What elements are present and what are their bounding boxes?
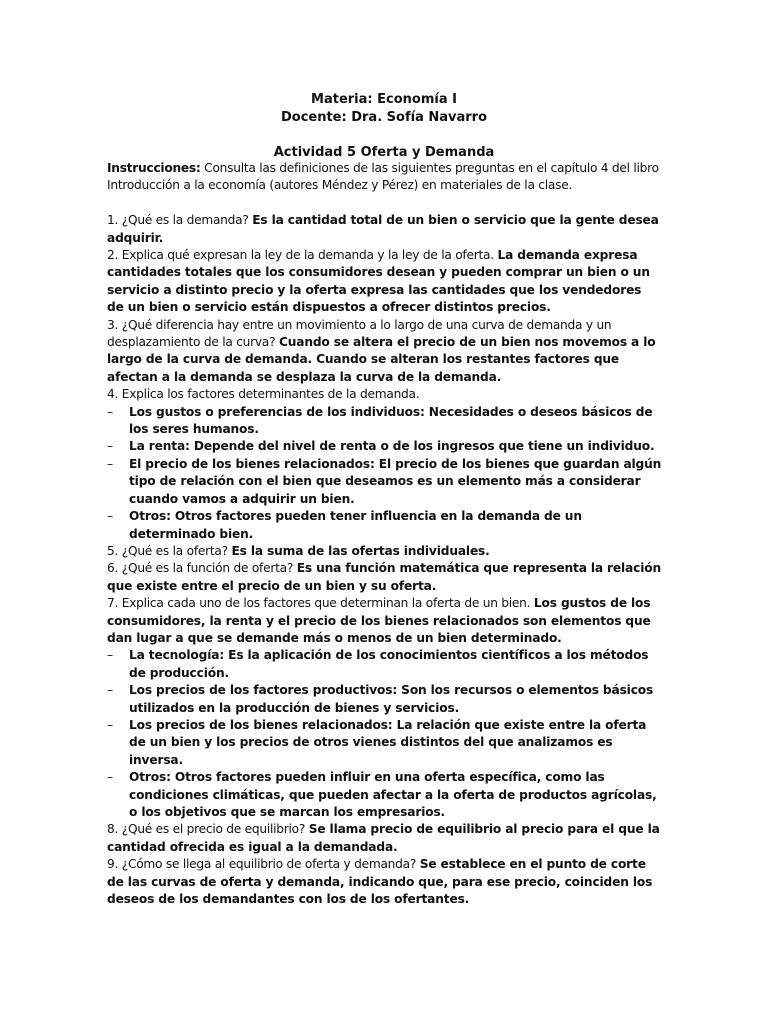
supply-factors-list	[107, 647, 662, 821]
answer-3: Cuando se altera el precio de un bien nos movemos a lo largo de la curva de demanda. Cuando se alteran los restantes factores que afectan a la demanda se desplaza la curva de la demanda.	[107, 335, 656, 384]
question-3	[107, 317, 662, 387]
dash-bullet: –	[107, 770, 113, 785]
answer-8: Se llama precio de equilibrio al precio para el que la cantidad ofrecida es igual a la demandada.	[107, 822, 660, 854]
question-8-text: 8. ¿Qué es el precio de equilibrio?	[107, 822, 309, 837]
question-7	[107, 595, 662, 647]
question-5	[107, 543, 662, 560]
dash-bullet: –	[107, 439, 113, 454]
question-9-text: 9. ¿Cómo se llega al equilibrio de oferta y demanda?	[107, 857, 420, 872]
dash-bullet: –	[107, 456, 113, 471]
dash-bullet: –	[107, 683, 113, 698]
question-6	[107, 560, 662, 595]
list-item: – Los precios de los bienes relacionados: La relación que existe entre la oferta de un bien y los precios de otros vienes distintos del que analizamos es inversa.	[107, 717, 647, 767]
list-item: – Otros: Otros factores pueden influir en una oferta específica, como las condiciones climáticas, que pueden afectar a la oferta de productos agrícolas, o los objetivos que se marcan los empresarios.	[107, 770, 657, 820]
list-item: – La renta: Depende del nivel de renta o de los ingresos que tiene un individuo.	[107, 438, 662, 455]
list-item: – La tecnología: Es la aplicación de los conocimientos científicos a los métodos de producción.	[107, 648, 649, 680]
question-7-text: 7. Explica cada uno de los factores que determinan la oferta de un bien.	[107, 596, 534, 611]
question-2	[107, 247, 662, 317]
document-body	[107, 160, 662, 908]
list-item: – Otros: Otros factores pueden tener influencia en la demanda de un determinado bien.	[107, 509, 582, 541]
question-2-text: 2. Explica qué expresan la ley de la demanda y la ley de la oferta.	[107, 248, 498, 263]
dash-bullet: –	[107, 717, 113, 732]
list-item: – El precio de los bienes relacionados: El precio de los bienes que guardan algún tipo de relación con el bien que deseamos es un elemento más a considerar cuando vamos a adquirir un bien.	[107, 456, 662, 506]
question-9	[107, 856, 662, 908]
question-4	[107, 386, 662, 403]
instructions-text: Consulta las definiciones de las siguientes preguntas en el capítulo 4 del libro Introducción a la economía (autores Méndez y Pérez) en materiales de la clase.	[107, 161, 659, 193]
question-8	[107, 821, 662, 856]
spacer	[107, 195, 662, 212]
activity-title: Actividad 5 Oferta y Demanda	[273, 145, 495, 160]
dash-bullet: –	[107, 509, 113, 524]
answer-7: Los gustos de los consumidores, la renta y el precio de los bienes relacionados son elementos que dan lugar a que se demande más o menos de un bien determinado.	[107, 596, 651, 645]
answer-5: Es la suma de las ofertas individuales.	[231, 543, 490, 558]
question-1-text: 1. ¿Qué es la demanda?	[107, 213, 253, 228]
answer-2: La demanda expresa cantidades totales que los consumidores desean y pueden comprar un bien o un servicio a distinto precio y la oferta expresa las cantidades que los vendedores de un bien o servicio están dispuestos a ofrecer distintos precios.	[107, 248, 650, 315]
subject-heading: Materia: Economía I	[311, 92, 457, 107]
demand-factors-list	[107, 404, 662, 543]
answer-9: Se establece en el punto de corte de las curvas de oferta y demanda, indicando que, para ese precio, coinciden los deseos de los demandantes con los de los ofertantes.	[107, 857, 653, 907]
dash-bullet: –	[107, 404, 113, 419]
instructions-label: Instrucciones:	[107, 161, 201, 175]
instructions-paragraph	[107, 160, 662, 195]
dash-bullet: –	[107, 648, 113, 663]
answer-1: Es la cantidad total de un bien o servicio que la gente desea adquirir.	[107, 213, 659, 245]
question-4-text: 4. Explica los factores determinantes de la demanda.	[107, 387, 420, 402]
question-1	[107, 212, 662, 247]
teacher-heading: Docente: Dra. Sofía Navarro	[280, 110, 488, 125]
list-item: – Los precios de los factores productivos: Son los recursos o elementos básicos utilizados en la producción de bienes y servicios.	[107, 683, 654, 715]
question-3-text: 3. ¿Qué diferencia hay entre un movimiento a lo largo de una curva de demanda y un desplazamiento de la curva?	[107, 317, 612, 350]
question-6-text: 6. ¿Qué es la función de oferta?	[107, 561, 297, 576]
answer-6: Es una función matemática que representa la relación que existe entre el precio de un bien y su oferta.	[107, 561, 661, 593]
question-5-text: 5. ¿Qué es la oferta?	[107, 543, 232, 558]
list-item: – Los gustos o preferencias de los individuos: Necesidades o deseos básicos de los seres humanos.	[107, 404, 653, 437]
